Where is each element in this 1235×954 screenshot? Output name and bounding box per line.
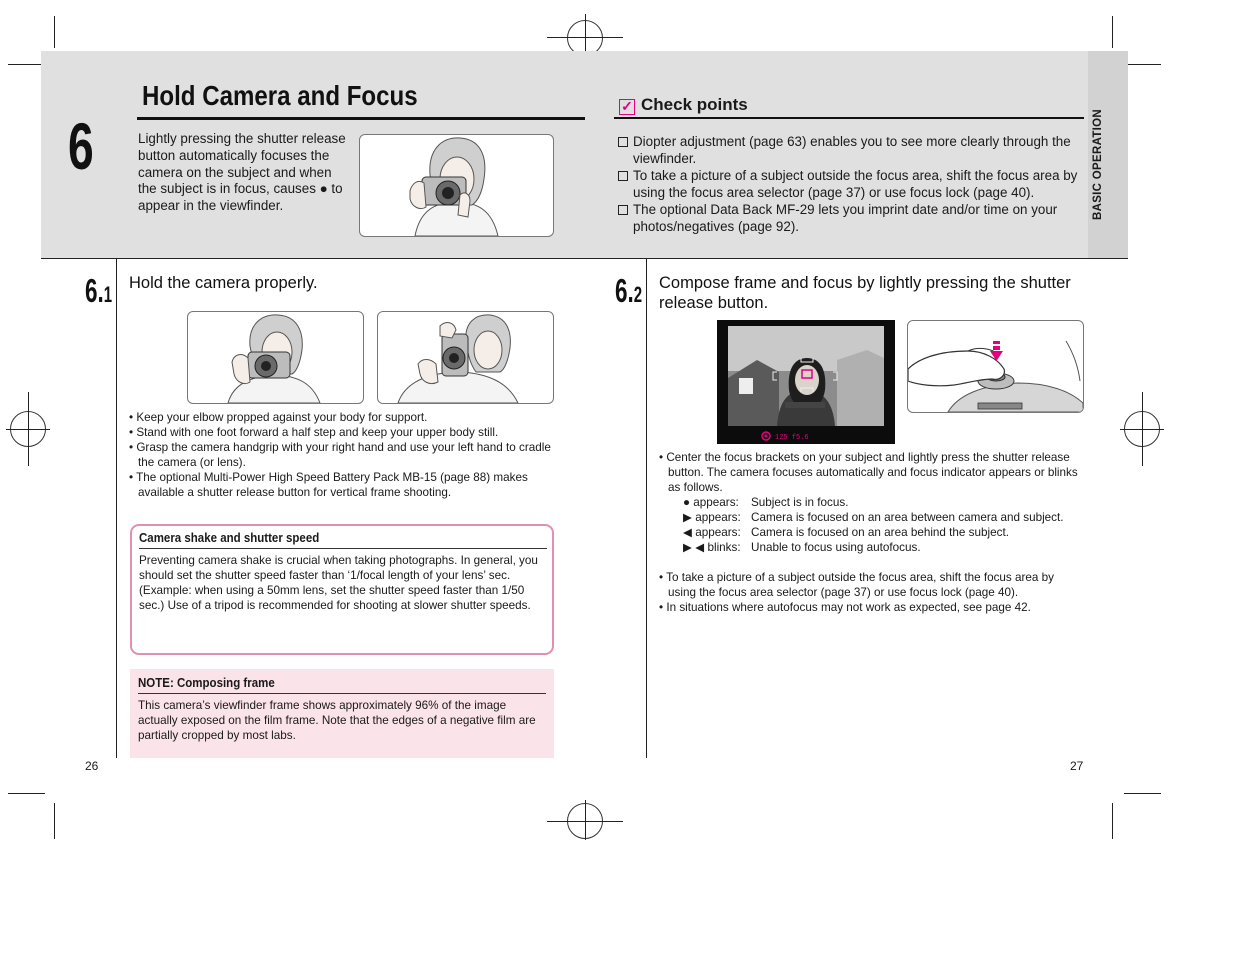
crop-mark bbox=[8, 793, 45, 794]
bullet-item: • Keep your elbow propped against your body for support. bbox=[129, 411, 428, 424]
check-mark-icon: ✓ bbox=[619, 99, 635, 115]
registration-line bbox=[585, 14, 586, 54]
bullet-item: • The optional Multi-Power High Speed Battery Pack MB-15 (page 88) makes available a shutter release button for vertical frame shooting. bbox=[129, 471, 528, 499]
title-rule bbox=[137, 117, 585, 120]
crop-mark bbox=[1112, 16, 1113, 48]
camera-shake-rule bbox=[139, 548, 547, 549]
registration-line bbox=[28, 392, 29, 466]
chapter-number: 6 bbox=[68, 109, 93, 183]
camera-shake-heading: Camera shake and shutter speed bbox=[139, 531, 320, 545]
note-heading: NOTE: Composing frame bbox=[138, 676, 275, 690]
horizontal-hold-drawing bbox=[188, 312, 363, 403]
viewfinder-scene bbox=[717, 320, 895, 444]
header-bottom-rule bbox=[41, 258, 1128, 259]
bullet-item: • To take a picture of a subject outside the focus area, shift the focus area by using the focus area selector (page 37) or use focus lock (page 40). bbox=[659, 571, 1054, 599]
bullet-item: • Grasp the camera handgrip with your right hand and use your left hand to cradle the camera (or lens). bbox=[129, 441, 551, 469]
composing-frame-note bbox=[130, 669, 554, 758]
page-number-left: 26 bbox=[85, 759, 99, 773]
center-column-rule bbox=[646, 259, 647, 758]
hold-horizontal-illustration bbox=[187, 311, 364, 404]
check-points-heading bbox=[619, 95, 748, 115]
section-number-6-2: 6.2 bbox=[615, 272, 643, 309]
check-points-list bbox=[618, 133, 1086, 235]
page-title: Hold Camera and Focus bbox=[142, 80, 418, 111]
indicator-row: ● appears: Subject is in focus. bbox=[683, 496, 849, 509]
check-points-label: Check points bbox=[641, 95, 748, 114]
side-label: BASIC OPERATION bbox=[1092, 109, 1104, 220]
lead-bullet: • Center the focus brackets on your subject and lightly press the shutter release button. The camera focuses automatically and focus indicator appears or blinks as follows. bbox=[659, 451, 1078, 494]
check-point-item: The optional Data Back MF-29 lets you imprint date and/or time on your photos/negatives (page 92). bbox=[618, 201, 1086, 235]
crop-mark bbox=[54, 16, 55, 48]
vertical-hold-drawing bbox=[378, 312, 553, 403]
crop-mark bbox=[54, 803, 55, 839]
left-column-rule bbox=[116, 259, 117, 758]
shutter-press-illustration bbox=[907, 320, 1084, 413]
section-1-bullets bbox=[129, 410, 557, 500]
bullet-item: • Stand with one foot forward a half step and keep your upper body still. bbox=[129, 426, 499, 439]
indicator-row: ▶ ◀ blinks: Unable to focus using autofocus. bbox=[683, 541, 921, 554]
check-points-rule bbox=[614, 117, 1084, 119]
crop-mark bbox=[1112, 803, 1113, 839]
registration-line bbox=[1142, 392, 1143, 466]
camera-shake-body: Preventing camera shake is crucial when taking photographs. In general, you should set the shutter speed faster than ‘1/focal length of your lens’ sec. (Example: when using a 50mm lens, set the shutter speed faster than 1/50 sec.) Use of a tripod is recommended for shooting at slower shutter speeds. bbox=[139, 554, 538, 612]
section-title-6-1: Hold the camera properly. bbox=[129, 274, 318, 292]
person-with-camera-drawing bbox=[360, 135, 553, 236]
crop-mark bbox=[1124, 64, 1161, 65]
viewfinder-readout: 125 f5.6 bbox=[775, 434, 809, 442]
section-title-6-2: Compose frame and focus by lightly pressing the shutter release button. bbox=[659, 274, 1071, 312]
hold-camera-illustration bbox=[359, 134, 554, 237]
camera-shake-box bbox=[130, 524, 554, 655]
note-body: This camera’s viewfinder frame shows approximately 96% of the image actually exposed on the film frame. Note that the edges of a negative film are partially cropped by most labs. bbox=[138, 699, 536, 742]
checkbox-icon bbox=[618, 171, 628, 181]
viewfinder-image bbox=[717, 320, 895, 444]
crop-mark bbox=[1124, 793, 1161, 794]
page-number-right: 27 bbox=[1070, 759, 1084, 773]
finger-on-shutter-drawing bbox=[908, 321, 1083, 412]
indicator-row: ◀ appears: Camera is focused on an area behind the subject. bbox=[683, 526, 1009, 539]
checkbox-icon bbox=[618, 137, 628, 147]
checkbox-icon bbox=[618, 205, 628, 215]
section-2-body bbox=[659, 450, 1079, 615]
hold-vertical-illustration bbox=[377, 311, 554, 404]
check-point-item: To take a picture of a subject outside the focus area, shift the focus area by using the focus area selector (page 37) or use focus lock (page 40). bbox=[618, 167, 1086, 201]
registration-line bbox=[585, 800, 586, 840]
intro-text: Lightly pressing the shutter release button automatically focuses the camera on the subject and when the subject is in focus, causes ● to appear in the viewfinder. bbox=[138, 131, 346, 214]
check-point-item: Diopter adjustment (page 63) enables you to see more clearly through the viewfinder. bbox=[618, 133, 1086, 167]
indicator-row: ▶ appears: Camera is focused on an area between camera and subject. bbox=[683, 511, 1064, 524]
bullet-item: • In situations where autofocus may not work as expected, see page 42. bbox=[659, 601, 1031, 614]
section-number-6-1: 6.1 bbox=[85, 272, 113, 309]
note-rule bbox=[138, 693, 546, 694]
crop-mark bbox=[8, 64, 45, 65]
